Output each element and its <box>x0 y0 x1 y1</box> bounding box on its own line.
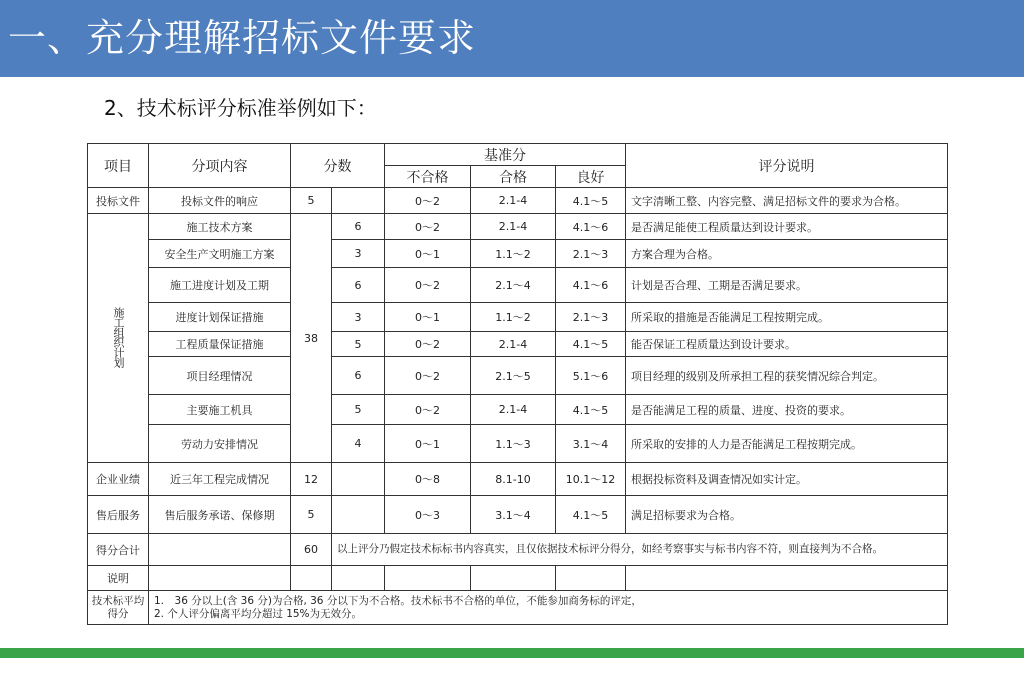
row-desc: 能否保证工程质量达到设计要求。 <box>626 332 948 357</box>
row-fail: 0～2 <box>385 332 471 357</box>
header-good: 良好 <box>556 166 626 188</box>
row-pass: 2.1～5 <box>471 357 556 395</box>
remark-cell <box>471 566 556 591</box>
group-label: 施工组织计划 <box>112 306 125 367</box>
table-row <box>88 268 948 303</box>
row-fail: 0～3 <box>385 496 471 534</box>
row-fail: 0～2 <box>385 188 471 214</box>
table-row <box>88 463 948 496</box>
row-pass: 2.1-4 <box>471 395 556 425</box>
avg-label: 技术标平均得分 <box>88 591 149 625</box>
table-row <box>88 240 948 268</box>
remark-cell <box>626 566 948 591</box>
total-score: 60 <box>291 534 332 566</box>
group-label-cell <box>88 214 149 463</box>
avg-row <box>88 591 948 625</box>
row-content: 安全生产文明施工方案 <box>149 240 291 268</box>
row-content: 投标文件的响应 <box>149 188 291 214</box>
row-good: 4.1～6 <box>556 214 626 240</box>
row-good: 10.1～12 <box>556 463 626 496</box>
header-content: 分项内容 <box>149 144 291 188</box>
row-pass: 3.1～4 <box>471 496 556 534</box>
table-row <box>88 188 948 214</box>
header-pass: 合格 <box>471 166 556 188</box>
row-pass: 1.1～3 <box>471 425 556 463</box>
row-content: 工程质量保证措施 <box>149 332 291 357</box>
group-score: 38 <box>291 214 332 463</box>
row-content: 项目经理情况 <box>149 357 291 395</box>
avg-text <box>149 591 948 625</box>
remark-cell <box>332 566 385 591</box>
row-score: 5 <box>332 395 385 425</box>
row-desc: 是否满足能使工程质量达到设计要求。 <box>626 214 948 240</box>
remark-cell <box>556 566 626 591</box>
row-desc: 方案合理为合格。 <box>626 240 948 268</box>
row-empty <box>332 496 385 534</box>
row-good: 2.1～3 <box>556 303 626 332</box>
table-row <box>88 496 948 534</box>
table-row <box>88 214 948 240</box>
row-fail: 0～2 <box>385 268 471 303</box>
total-label: 得分合计 <box>88 534 149 566</box>
row-desc: 文字清晰工整、内容完整、满足招标文件的要求为合格。 <box>626 188 948 214</box>
row-score: 3 <box>332 240 385 268</box>
row-score: 6 <box>332 357 385 395</box>
table-row <box>88 303 948 332</box>
remark-label: 说明 <box>88 566 149 591</box>
bottom-bar <box>0 648 1024 658</box>
remark-cell <box>149 566 291 591</box>
header-score: 分数 <box>291 144 385 188</box>
row-score: 5 <box>291 188 332 214</box>
row-score: 12 <box>291 463 332 496</box>
row-fail: 0～1 <box>385 425 471 463</box>
header-fail: 不合格 <box>385 166 471 188</box>
header-desc: 评分说明 <box>626 144 948 188</box>
row-score: 5 <box>332 332 385 357</box>
row-good: 4.1～5 <box>556 395 626 425</box>
row-desc: 是否能满足工程的质量、进度、投资的要求。 <box>626 395 948 425</box>
total-note: 以上评分乃假定技术标标书内容真实，且仅依据技术标评分得分，如经考察事实与标书内容不符，则直接判为不合格。 <box>332 534 948 566</box>
row-score: 6 <box>332 214 385 240</box>
remark-cell <box>385 566 471 591</box>
row-fail: 0～2 <box>385 214 471 240</box>
row-fail: 0～1 <box>385 303 471 332</box>
row-fail: 0～8 <box>385 463 471 496</box>
row-score: 6 <box>332 268 385 303</box>
remark-row <box>88 566 948 591</box>
row-good: 5.1～6 <box>556 357 626 395</box>
avg-line-1: 1. 36 分以上(含 36 分)为合格, 36 分以下为不合格。技术标书不合格的单位，不能参加商务标的评定， <box>154 594 642 607</box>
row-content: 主要施工机具 <box>149 395 291 425</box>
row-good: 4.1～5 <box>556 188 626 214</box>
row-good: 4.1～6 <box>556 268 626 303</box>
scoring-table <box>87 143 948 625</box>
row-content: 劳动力安排情况 <box>149 425 291 463</box>
row-pass: 1.1～2 <box>471 240 556 268</box>
table-row <box>88 425 948 463</box>
row-fail: 0～2 <box>385 395 471 425</box>
row-pass: 8.1-10 <box>471 463 556 496</box>
row-item: 售后服务 <box>88 496 149 534</box>
row-pass: 2.1～4 <box>471 268 556 303</box>
row-fail: 0～2 <box>385 357 471 395</box>
row-good: 4.1～5 <box>556 496 626 534</box>
row-good: 3.1～4 <box>556 425 626 463</box>
row-desc: 根据投标资料及调查情况如实计定。 <box>626 463 948 496</box>
table-row <box>88 395 948 425</box>
row-good: 2.1～3 <box>556 240 626 268</box>
row-desc: 计划是否合理、工期是否满足要求。 <box>626 268 948 303</box>
row-empty <box>332 188 385 214</box>
row-fail: 0～1 <box>385 240 471 268</box>
row-content: 施工技术方案 <box>149 214 291 240</box>
row-content: 施工进度计划及工期 <box>149 268 291 303</box>
row-desc: 项目经理的级别及所承担工程的获奖情况综合判定。 <box>626 357 948 395</box>
row-desc: 所采取的措施是否能满足工程按期完成。 <box>626 303 948 332</box>
slide-subtitle: 2、技术标评分标准举例如下： <box>104 96 377 120</box>
remark-cell <box>291 566 332 591</box>
header-item: 项目 <box>88 144 149 188</box>
total-empty <box>149 534 291 566</box>
title-bar <box>0 0 1024 77</box>
table-row <box>88 332 948 357</box>
row-desc: 满足招标要求为合格。 <box>626 496 948 534</box>
row-pass: 1.1～2 <box>471 303 556 332</box>
table-row <box>88 357 948 395</box>
row-item: 投标文件 <box>88 188 149 214</box>
row-pass: 2.1-4 <box>471 188 556 214</box>
row-pass: 2.1-4 <box>471 214 556 240</box>
avg-line-2: 2. 个人评分偏离平均分超过 15%为无效分。 <box>154 607 363 620</box>
row-item: 企业业绩 <box>88 463 149 496</box>
row-content: 近三年工程完成情况 <box>149 463 291 496</box>
row-pass: 2.1-4 <box>471 332 556 357</box>
row-good: 4.1～5 <box>556 332 626 357</box>
row-score: 3 <box>332 303 385 332</box>
row-desc: 所采取的安排的人力是否能满足工程按期完成。 <box>626 425 948 463</box>
total-row <box>88 534 948 566</box>
row-empty <box>332 463 385 496</box>
slide-title: 一、充分理解招标文件要求 <box>8 16 477 60</box>
row-score: 5 <box>291 496 332 534</box>
header-row <box>88 144 948 166</box>
row-content: 进度计划保证措施 <box>149 303 291 332</box>
row-content: 售后服务承诺、保修期 <box>149 496 291 534</box>
header-base: 基准分 <box>385 144 626 166</box>
row-score: 4 <box>332 425 385 463</box>
